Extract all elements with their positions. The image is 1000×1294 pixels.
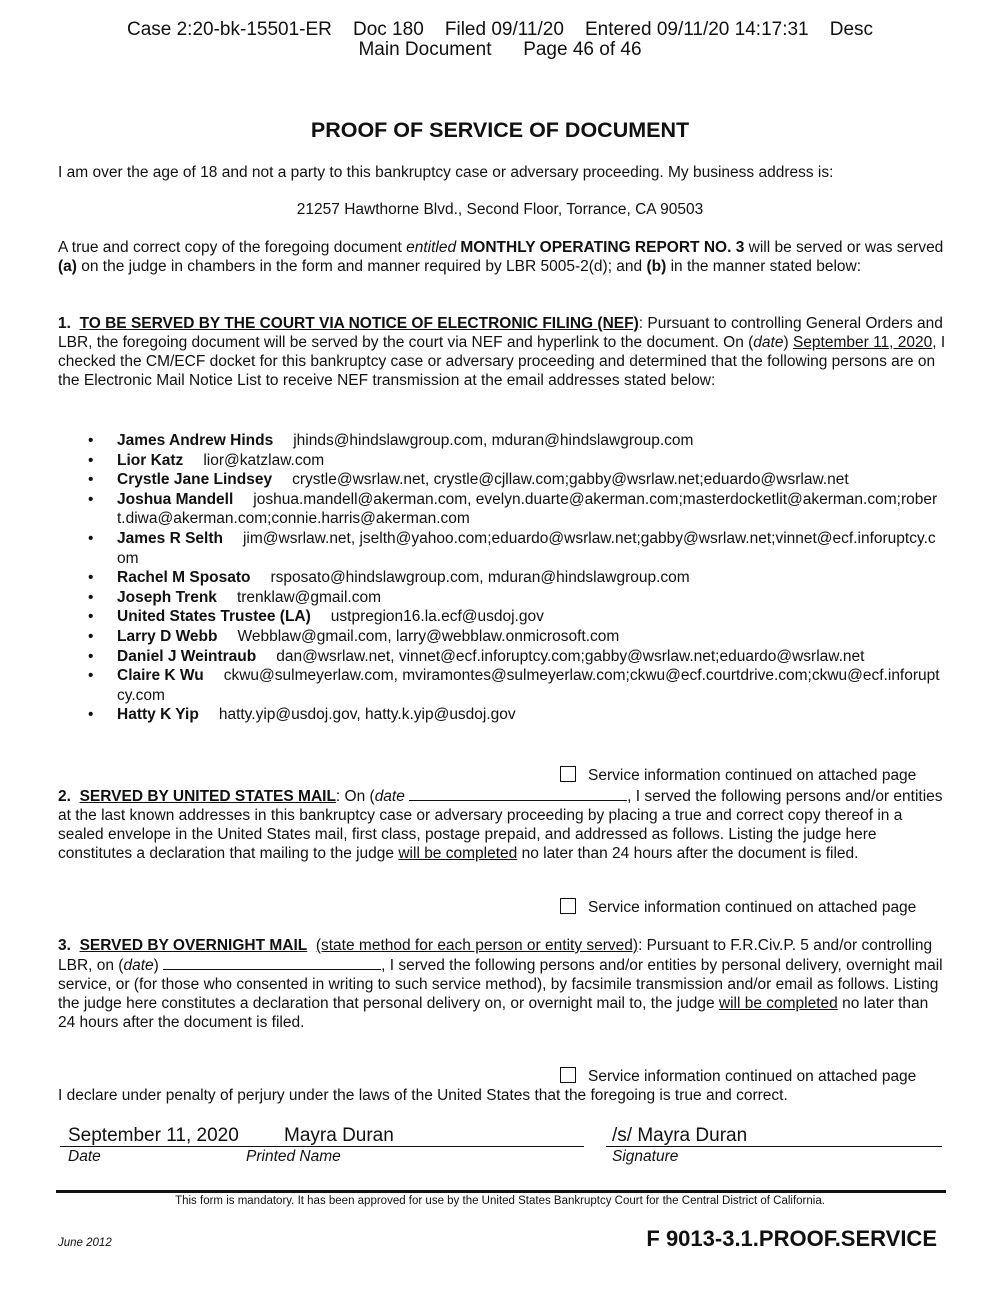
recipient-name: James R Selth	[117, 529, 223, 547]
recipient-emails: dan@wsrlaw.net, vinnet@ecf.inforuptcy.com;gabby@wsrlaw.net;eduardo@wsrlaw.net	[276, 647, 865, 665]
section-1-paragraph: 1. TO BE SERVED BY THE COURT VIA NOTICE OF ELECTRONIC FILING (NEF): Pursuant to controlling General Orders and LBR, the foregoing document will be served by the court via NEF and hyperlink to the document. On (date) September 11, 2020, I checked the CM/ECF docket for this bankruptcy case or adversary proceeding and determined that the following persons are on the Electronic Mail Notice List to receive NEF transmission at the email addresses stated below:	[58, 315, 946, 389]
section-3-paragraph: 3. SERVED BY OVERNIGHT MAIL (state method for each person or entity served): Pursuant to F.R.Civ.P. 5 and/or controlling LBR, on (date) , I served the following persons and/or entities by personal delivery, overnight mail service, or (for those who consented in writing to such service method), by facsimile transmission and/or email as follows. Listing the judge here constitutes a declaration that personal delivery on, or overnight mail to, the judge will be completed no later than 24 hours after the document is filed.	[58, 937, 943, 1031]
recipient-name: Claire K Wu	[117, 667, 204, 685]
intro-paragraph: I am over the age of 18 and not a party to this bankruptcy case or adversary proceeding. My business address is:	[58, 164, 834, 181]
recipient-emails: rsposato@hindslawgroup.com, mduran@hindslawgroup.com	[270, 569, 690, 587]
recipient-item	[58, 588, 942, 608]
recipient-name: Daniel J Weintraub	[117, 647, 257, 665]
recipient-emails: lior@katzlaw.com	[203, 451, 325, 469]
checkbox-box[interactable]	[560, 1067, 576, 1083]
date-name-line	[60, 1146, 584, 1147]
form-number: F 9013-3.1.PROOF.SERVICE	[646, 1226, 937, 1251]
checkbox-box[interactable]	[560, 898, 576, 914]
recipient-item	[58, 490, 942, 529]
printed-name-label: Printed Name	[246, 1148, 341, 1165]
recipient-emails: joshua.mandell@akerman.com, evelyn.duarte@akerman.com;masterdocketlit@akerman.com;robert.diwa@akerman.com;connie.harris@akerman.com	[117, 490, 938, 528]
recipient-item	[58, 451, 942, 471]
recipient-item	[58, 666, 942, 705]
date-label: Date	[68, 1148, 101, 1165]
mandatory-notice: This form is mandatory. It has been approved for use by the United States Bankruptcy Court for the Central District of California.	[175, 1195, 825, 1207]
recipient-emails: ustpregion16.la.ecf@usdoj.gov	[330, 608, 544, 626]
section-2-heading: SERVED BY UNITED STATES MAIL	[79, 788, 336, 805]
section-3-date-blank[interactable]	[163, 955, 381, 970]
recipient-item	[58, 431, 942, 451]
page-title: PROOF OF SERVICE OF DOCUMENT	[310, 118, 690, 142]
section-2-continued-checkbox[interactable]: Service information continued on attached page	[560, 898, 940, 917]
declaration: I declare under penalty of perjury under the laws of the United States that the foregoing is true and correct.	[58, 1087, 788, 1104]
recipient-emails: Webblaw@gmail.com, larry@webblaw.onmicrosoft.com	[237, 627, 620, 645]
recipient-item	[58, 607, 942, 627]
signature-date-value: September 11, 2020	[68, 1125, 239, 1146]
section-1-date: September 11, 2020	[792, 334, 933, 351]
section-3-heading: SERVED BY OVERNIGHT MAIL	[79, 937, 308, 954]
recipient-item	[58, 568, 942, 588]
case-header-line1: Case 2:20-bk-15501-ER Doc 180 Filed 09/11/20 Entered 09/11/20 14:17:31 Desc	[126, 19, 874, 40]
recipient-name: Joseph Trenk	[117, 588, 217, 606]
recipient-emails: jhinds@hindslawgroup.com, mduran@hindslawgroup.com	[293, 432, 694, 449]
recipient-name: Lior Katz	[117, 451, 184, 469]
recipient-name: James Andrew Hinds	[117, 432, 274, 449]
recipient-name: Crystle Jane Lindsey	[117, 471, 273, 489]
recipient-name: Larry D Webb	[117, 627, 218, 645]
recipient-name: Hatty K Yip	[117, 706, 199, 724]
recipient-name: Rachel M Sposato	[117, 569, 251, 587]
section-1-continued-checkbox[interactable]: Service information continued on attached page	[560, 766, 940, 785]
document-title: MONTHLY OPERATING REPORT NO. 3	[456, 239, 745, 256]
recipient-item	[58, 647, 942, 667]
footer-rule	[56, 1190, 946, 1193]
copy-paragraph: A true and correct copy of the foregoing document entitled MONTHLY OPERATING REPORT NO. 3 will be served or was served (a) on the judge in chambers in the form and manner required by LBR 5005-2(d); and (b) in the manner stated below:	[58, 239, 944, 275]
recipient-emails: crystle@wsrlaw.net, crystle@cjllaw.com;gabby@wsrlaw.net;eduardo@wsrlaw.net	[292, 471, 849, 489]
signature-label: Signature	[612, 1148, 679, 1165]
section-1-heading: TO BE SERVED BY THE COURT VIA NOTICE OF ELECTRONIC FILING (NEF)	[79, 315, 639, 332]
recipient-item	[58, 627, 942, 647]
case-header-line2: Main Document Page 46 of 46	[358, 39, 642, 60]
recipient-item	[58, 470, 942, 490]
signature-value: /s/ Mayra Duran	[612, 1125, 748, 1146]
recipient-emails: trenklaw@gmail.com	[236, 588, 382, 606]
printed-name-value: Mayra Duran	[284, 1125, 394, 1146]
business-address: 21257 Hawthorne Blvd., Second Floor, Torrance, CA 90503	[296, 201, 704, 218]
nef-recipient-list	[58, 431, 942, 725]
recipient-emails: ckwu@sulmeyerlaw.com, mviramontes@sulmeyerlaw.com;ckwu@ecf.courtdrive.com;ckwu@ecf.inforuptcy.com	[117, 667, 940, 704]
signature-line	[606, 1146, 942, 1147]
checkbox-box[interactable]	[560, 766, 576, 782]
section-3-continued-checkbox[interactable]: Service information continued on attached page	[560, 1067, 940, 1086]
section-2-date-blank[interactable]	[409, 786, 627, 801]
recipient-emails: hatty.yip@usdoj.gov, hatty.k.yip@usdoj.gov	[218, 706, 516, 724]
recipient-item	[58, 705, 942, 725]
recipient-item	[58, 529, 942, 568]
form-date: June 2012	[58, 1237, 112, 1249]
section-2-paragraph: 2. SERVED BY UNITED STATES MAIL: On (date , I served the following persons and/or entities at the last known addresses in this bankruptcy case or adversary proceeding by placing a true and correct copy thereof in a sealed envelope in the United States mail, first class, postage prepaid, and addressed as follows. Listing the judge here constitutes a declaration that mailing to the judge will be completed no later than 24 hours after the document is filed.	[58, 788, 943, 862]
recipient-name: Joshua Mandell	[117, 490, 234, 508]
recipient-name: United States Trustee (LA)	[117, 608, 311, 626]
recipient-emails: jim@wsrlaw.net, jselth@yahoo.com;eduardo@wsrlaw.net;gabby@wsrlaw.net;vinnet@ecf.inforuptcy.com	[117, 529, 936, 567]
